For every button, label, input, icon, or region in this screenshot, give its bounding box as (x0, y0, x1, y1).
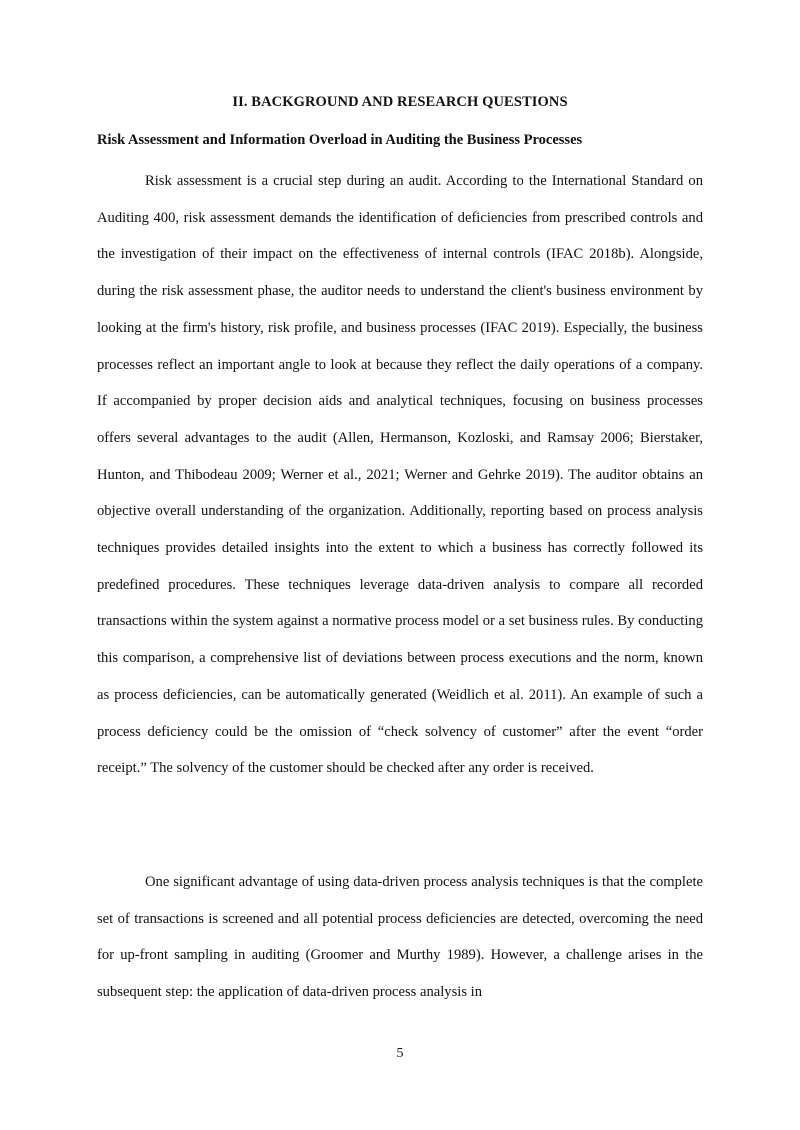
body-paragraph-2: One significant advantage of using data-driven process analysis techniques is that the complete set of transactions is screened and all potential process deficiencies are detected, overcoming the need for up-front sampling in auditing (Groomer and Murthy 1989). However, a challenge arises in the subsequent step: the application of data-driven process analysis in (97, 874, 703, 1001)
page-number: 5 (396, 1046, 404, 1061)
subsection-heading: Risk Assessment and Information Overload in Auditing the Business Processes (97, 132, 583, 148)
section-heading: II. BACKGROUND AND RESEARCH QUESTIONS (232, 94, 568, 110)
body-paragraph-1: Risk assessment is a crucial step during an audit. According to the International Standard on Auditing 400, risk assessment demands the identification of deficiencies from prescribed controls and the investigation of their impact on the effectiveness of internal controls (IFAC 2018b). Alongside, during the risk assessment phase, the auditor needs to understand the client's business environment by looking at the firm's history, risk profile, and business processes (IFAC 2019). Especially, the business processes reflect an important angle to look at because they reflect the daily operations of a company. If accompanied by proper decision aids and analytical techniques, focusing on business processes offers several advantages to the audit (Allen, Hermanson, Kozloski, and Ramsay 2006; Bierstaker, Hunton, and Thibodeau 2009; Werner et al., 2021; Werner and Gehrke 2019). The auditor obtains an objective overall understanding of the organization. Additionally, reporting based on process analysis techniques provides detailed insights into the extent to which a business has correctly followed its predefined procedures. These techniques leverage data-driven analysis to compare all recorded transactions within the system against a normative process model or a set business rules. By conducting this comparison, a comprehensive list of deviations between process executions and the norm, known as process deficiencies, can be automatically generated (Weidlich et al. 2011). An example of such a process deficiency could be the omission of “check solvency of customer” after the event “order receipt.” The solvency of the customer should be checked after any order is received. (97, 173, 703, 777)
